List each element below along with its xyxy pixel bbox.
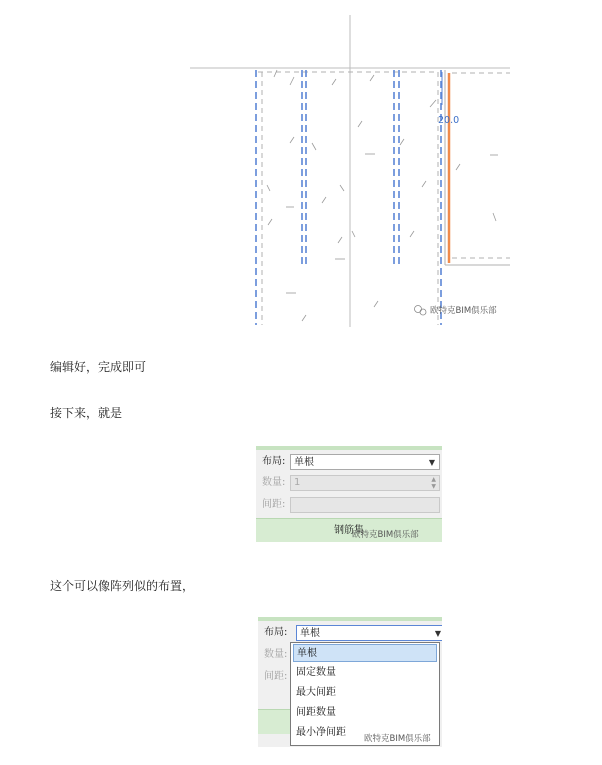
quantity-label: 数量: — [262, 477, 286, 488]
section-drawing — [190, 15, 510, 327]
layout-select[interactable] — [296, 625, 442, 641]
paragraph-next: 接下来，就是 — [50, 406, 123, 420]
spacing-label: 间距: — [262, 499, 286, 510]
layout-dropdown-list — [290, 642, 440, 746]
quantity-value: 1 — [294, 477, 301, 488]
layout-label: 布局: — [262, 456, 286, 467]
rebar-set-panel-dropdown — [258, 617, 442, 747]
rebar-set-panel — [256, 446, 442, 542]
watermark: 欧特克BIM俱乐部 — [352, 530, 419, 540]
dimension-text: 20.0 — [438, 115, 460, 126]
quantity-stepper[interactable] — [290, 475, 440, 491]
quantity-row — [262, 474, 440, 492]
chevron-down-icon: ▼ — [434, 629, 441, 638]
rebar-lines — [256, 70, 441, 325]
rebar-set-footer — [258, 709, 290, 734]
rebar-set-label: 钢筋集 — [334, 525, 364, 536]
layout-row — [262, 453, 440, 471]
layout-row — [264, 624, 442, 642]
quantity-label: 数量: — [264, 649, 288, 660]
spacing-label: 间距: — [264, 671, 288, 682]
paragraph-edit-done: 编辑好，完成即可 — [50, 360, 147, 374]
spacing-row — [262, 496, 440, 514]
option-single[interactable]: 单根 — [293, 644, 437, 662]
layout-label: 布局: — [264, 627, 288, 638]
panel-header-strip — [256, 446, 442, 450]
option-max-spacing[interactable]: 最大间距 — [296, 687, 336, 698]
spinner-arrows-icon[interactable]: ▲ ▼ — [431, 476, 436, 490]
watermark: 欧特克BIM俱乐部 — [430, 306, 497, 316]
layout-select-value: 单根 — [300, 628, 320, 639]
panel-header-strip — [258, 617, 442, 621]
option-number-with-spacing[interactable]: 间距数量 — [296, 707, 336, 718]
option-min-clear-spacing[interactable]: 最小净间距 — [296, 727, 346, 738]
spacing-field[interactable] — [290, 497, 440, 513]
layout-select-value: 单根 — [294, 457, 314, 468]
watermark: 欧特克BIM俱乐部 — [364, 734, 431, 744]
wechat-icon — [415, 306, 427, 316]
option-fixed-number[interactable]: 固定数量 — [296, 667, 336, 678]
chevron-down-icon: ▼ — [428, 458, 435, 467]
paragraph-array-layout: 这个可以像阵列似的布置， — [50, 579, 195, 593]
concrete-outline — [258, 72, 438, 325]
layout-select[interactable] — [290, 454, 440, 470]
